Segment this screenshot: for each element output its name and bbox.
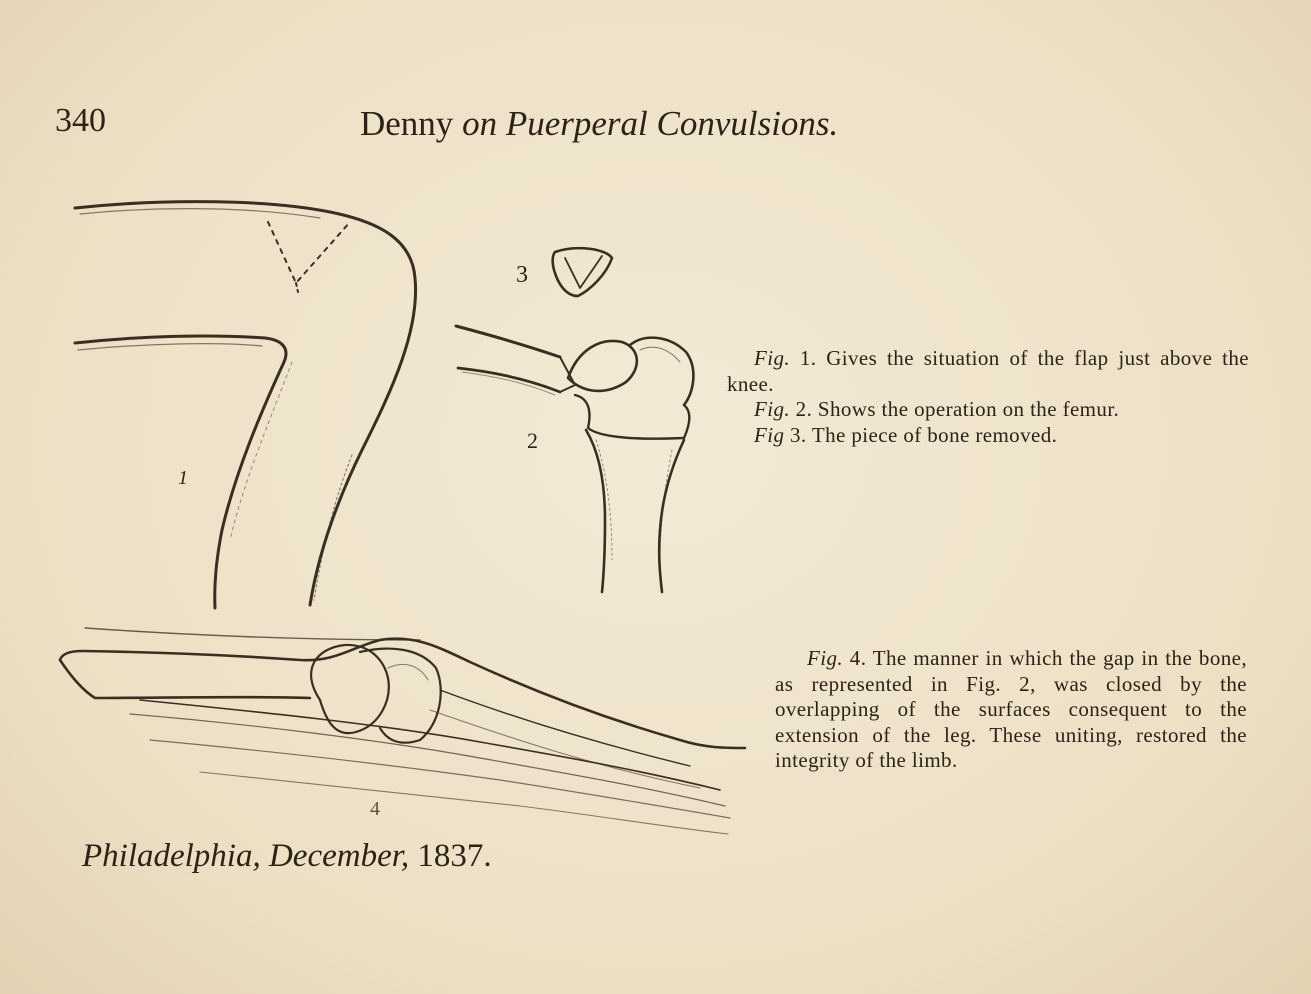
figure-captions-1-3 [727, 346, 1249, 448]
caption-fig-4-text: The manner in which the gap in the bone, as represented in Fig. 2, was closed by the overlapping of the surfaces consequent to the extension of the leg. These uniting, restored the integrity of the limb. [775, 646, 1247, 772]
signature-year: 1837. [417, 838, 492, 874]
figure-4-label: 4 [370, 798, 380, 820]
signature-dateline [82, 838, 492, 875]
caption-fig-2-text: Shows the operation on the femur. [817, 397, 1120, 421]
caption-fig-4-ref: Fig. [807, 646, 844, 670]
caption-fig-1-ref: Fig. [754, 346, 791, 370]
caption-fig-1 [727, 346, 1249, 397]
caption-fig-1-text: Gives the situation of the flap just above the knee. [727, 346, 1249, 396]
caption-fig-1-num: 1. [799, 346, 817, 370]
caption-fig-4 [775, 646, 1247, 774]
figure-4-drawing [60, 628, 745, 834]
running-head-connector: on [462, 104, 498, 143]
running-head-title: Puerperal Convulsions. [505, 104, 839, 143]
figure-2-drawing [456, 326, 693, 592]
figure-1-drawing [75, 202, 416, 608]
caption-fig-3-num: 3. [790, 422, 807, 447]
caption-fig-2-num: 2. [795, 397, 813, 421]
figure-3-label: 3 [516, 262, 528, 288]
signature-place-date: Philadelphia, December, [82, 838, 410, 874]
page-number: 340 [55, 102, 106, 139]
caption-fig-2 [727, 397, 1249, 423]
figure-1-label: 1 [178, 467, 188, 489]
running-head-author: Denny [360, 104, 454, 143]
figure-3-drawing [553, 248, 612, 296]
caption-fig-3-ref: Fig [754, 422, 785, 447]
caption-fig-3 [727, 423, 1249, 449]
caption-fig-4-num: 4. [849, 646, 867, 670]
caption-fig-3-text: The piece of bone removed. [811, 422, 1058, 447]
caption-fig-2-ref: Fig. [754, 397, 791, 421]
figure-2-label: 2 [527, 428, 538, 453]
